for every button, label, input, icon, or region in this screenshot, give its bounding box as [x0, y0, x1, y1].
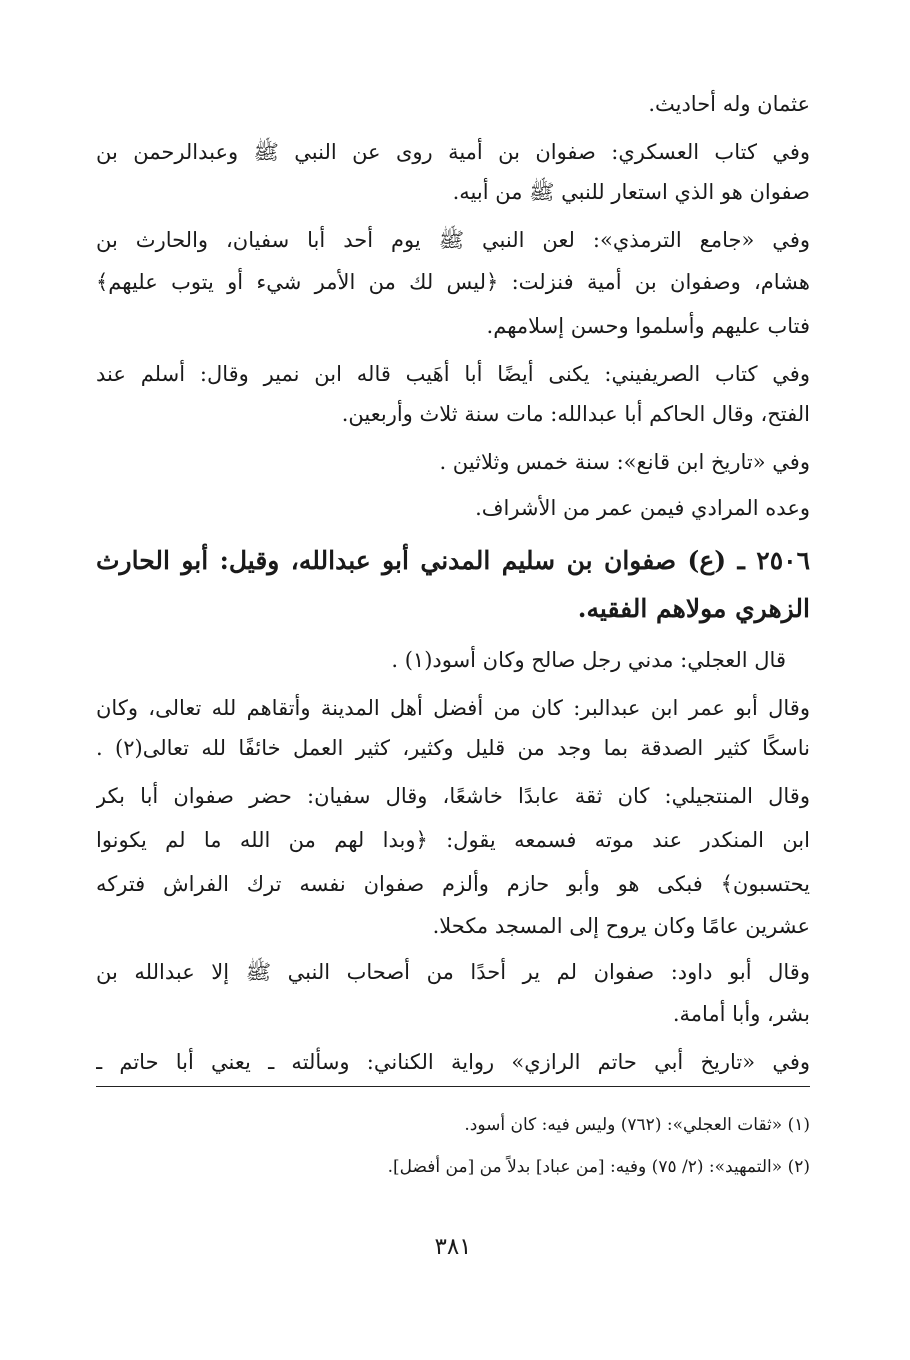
- text-line: فتاب عليهم وأسلموا وحسن إسلامهم.: [486, 314, 810, 338]
- text-line: ابن المنكدر عند موته فسمعه يقول: ﴿وبدا لهم من الله ما لم يكونوا: [96, 828, 810, 852]
- text-line: وفي كتاب الصريفيني: يكنى أيضًا أبا أهَيب قاله ابن نمير وقال: أسلم عند: [96, 362, 810, 386]
- text-line: صفوان هو الذي استعار للنبي ﷺ من أبيه.: [452, 180, 810, 204]
- text-line: وفي «جامع الترمذي»: لعن النبي ﷺ يوم أحد أبا سفيان، والحارث بن: [96, 228, 810, 252]
- footnote-divider: [96, 1086, 810, 1087]
- text-line: وقال أبو داود: صفوان لم ير أحدًا من أصحاب النبي ﷺ إلا عبدالله بن: [96, 960, 810, 984]
- text-line: وعده المرادي فيمن عمر من الأشراف.: [475, 496, 810, 520]
- text-line: ناسكًا كثير الصدقة بما وجد من قليل وكثير، كثير العمل خائفًا لله تعالى(٢) .: [96, 736, 810, 760]
- text-line: الفتح، وقال الحاكم أبا عبدالله: مات سنة ثلاث وأربعين.: [341, 402, 810, 426]
- entry-heading-cont: الزهري مولاهم الفقيه.: [577, 594, 810, 623]
- text-line: عثمان وله أحاديث.: [648, 92, 810, 116]
- text-line: عشرين عامًا وكان يروح إلى المسجد مكحلا.: [432, 914, 810, 938]
- text-line: وفي «تاريخ أبي حاتم الرازي» رواية الكناني: وسألته ـ يعني أبا حاتم ـ: [96, 1050, 810, 1074]
- text-line: وفي كتاب العسكري: صفوان بن أمية روى عن النبي ﷺ وعبدالرحمن بن: [96, 140, 810, 164]
- text-line: وقال المنتجيلي: كان ثقة عابدًا خاشعًا، وقال سفيان: حضر صفوان أبا بكر: [96, 784, 810, 808]
- text-line: قال العجلي: مدني رجل صالح وكان أسود(١) .: [391, 648, 786, 672]
- page-number: ٣٨١: [434, 1234, 472, 1260]
- book-page: [96, 84, 810, 1314]
- footnote: (٢) «التمهيد»: (٢/ ٧٥) وفيه: [من عباد] بدلاً من [من أفضل].: [387, 1157, 810, 1177]
- text-line: وفي «تاريخ ابن قانع»: سنة خمس وثلاثين .: [439, 450, 810, 474]
- text-line: وقال أبو عمر ابن عبدالبر: كان من أفضل أهل المدينة وأتقاهم لله تعالى، وكان: [96, 696, 810, 720]
- text-line: بشر، وأبا أمامة.: [672, 1002, 810, 1026]
- entry-heading: ٢٥٠٦ ـ (ع) صفوان بن سليم المدني أبو عبدالله، وقيل: أبو الحارث: [96, 546, 810, 575]
- footnote: (١) «ثقات العجلي»: (٧٦٢) وليس فيه: كان أسود.: [464, 1115, 810, 1135]
- text-line: يحتسبون﴾ فبكى هو وأبو حازم وألزم صفوان نفسه ترك الفراش فتركه: [96, 872, 810, 896]
- text-line: هشام، وصفوان بن أمية فنزلت: ﴿ليس لك من الأمر شيء أو يتوب عليهم﴾: [96, 270, 810, 294]
